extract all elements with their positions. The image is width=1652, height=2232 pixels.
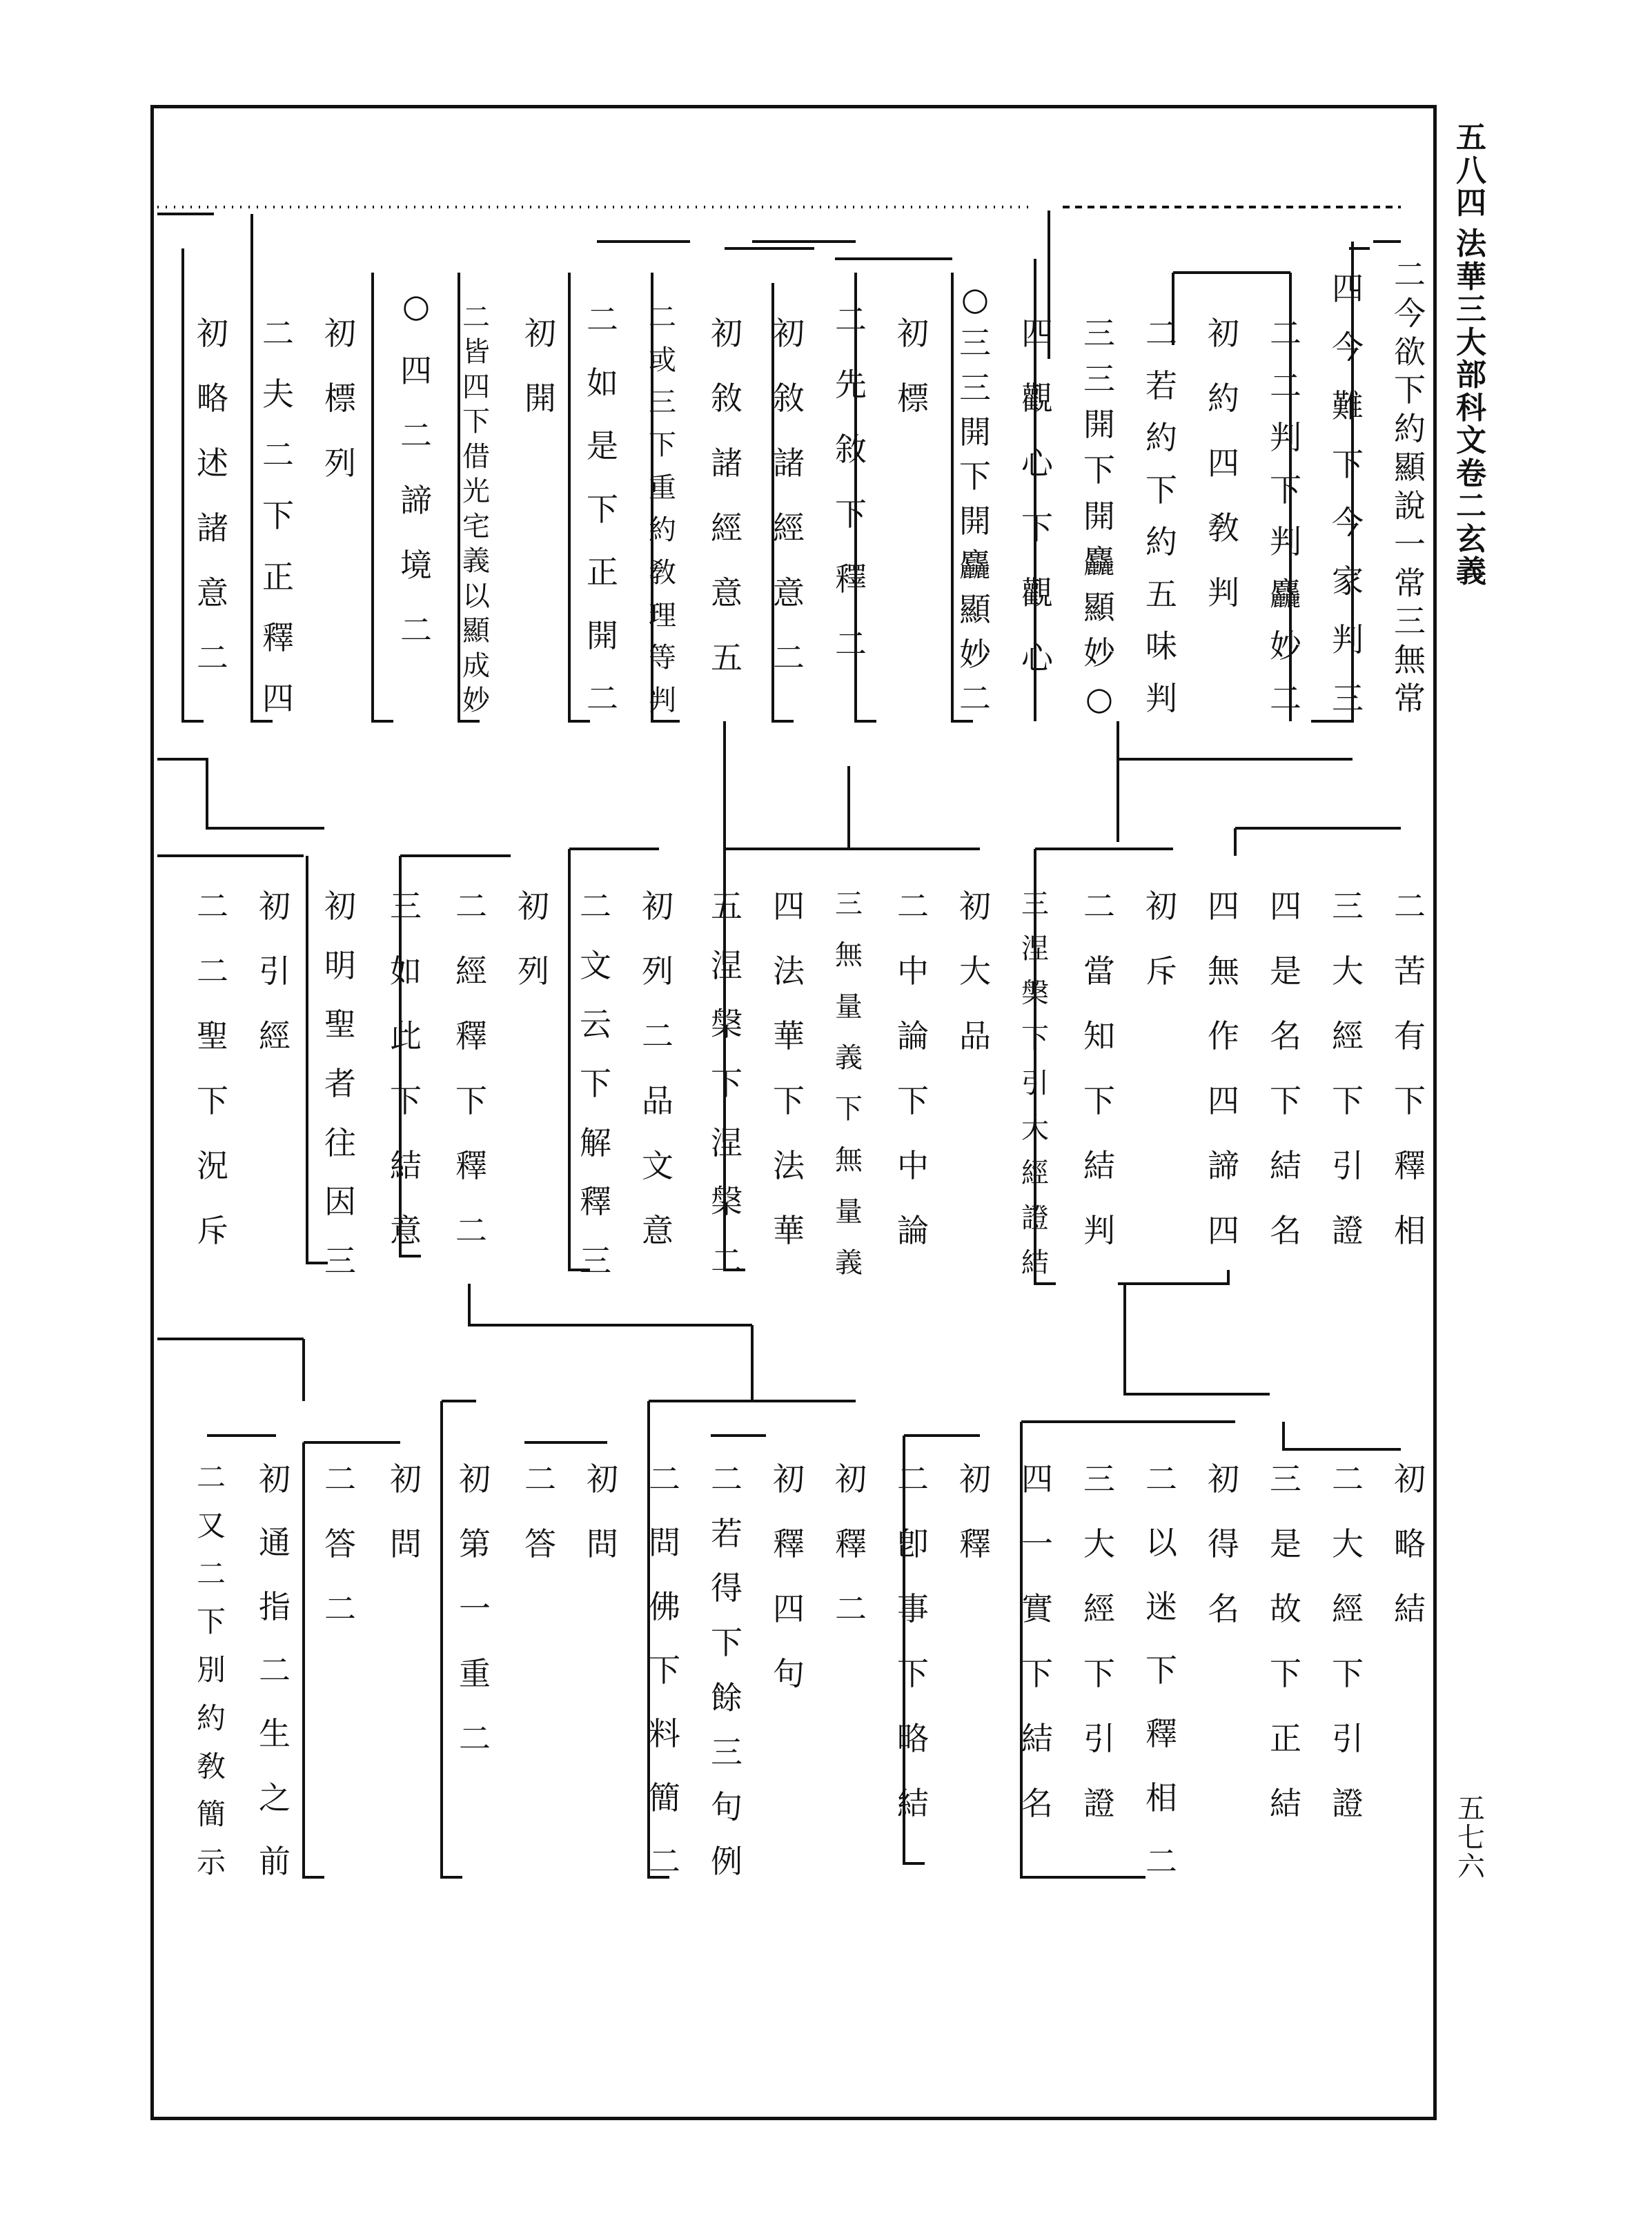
entry-text: 二 二 判 下 判 麤 妙 二	[1270, 315, 1301, 717]
outline-entry	[197, 317, 228, 674]
outline-entry	[1332, 270, 1364, 717]
outline-entry	[324, 888, 356, 1280]
entry-text: 初 得 名	[1208, 1460, 1239, 1627]
entry-text: 初 斥	[1145, 888, 1177, 990]
outline-entry	[324, 315, 356, 482]
outline-entry	[1145, 315, 1177, 717]
entry-text: 初 開	[524, 315, 556, 417]
outline-entry	[1208, 888, 1239, 1249]
entry-text: 初 略 述 諸 意 二	[197, 315, 228, 676]
entry-text: 二 當 知 下 結 判	[1083, 888, 1115, 1249]
outline-entry	[1021, 1460, 1053, 1822]
entry-text: 二 夫 二 下 正 釋 四	[262, 315, 294, 717]
outline-entry	[711, 1460, 743, 1880]
outline-entry	[1270, 1460, 1301, 1822]
outline-entry	[390, 888, 422, 1249]
entry-text: 五 涅 槃 下 涅 槃 二	[711, 888, 743, 1280]
entry-text: 二 若 得 下 餘 三 句 例	[711, 1460, 743, 1880]
entry-text: ○ 三 三 開 下 開 麤 顯 妙 二	[959, 280, 991, 717]
outline-entry	[1332, 888, 1364, 1249]
entry-text: 四 是 名 下 結 名	[1270, 888, 1301, 1249]
entry-text: 二 卽 事 下 略 結	[897, 1460, 929, 1822]
entry-text: 四 觀 心 下 觀 心	[1021, 315, 1053, 676]
entry-text: 二 如 是 下 正 開 二	[587, 301, 618, 717]
outline-entry	[462, 304, 490, 714]
outline-entry	[459, 1460, 491, 1757]
outline-entry	[773, 888, 805, 1249]
outline-entry	[711, 317, 743, 674]
entry-text: 二 先 敘 下 釋 二	[835, 301, 867, 663]
outline-entry	[835, 890, 863, 1277]
outline-entry	[1208, 317, 1239, 609]
outline-entry	[897, 888, 929, 1249]
outline-entry	[959, 280, 991, 717]
entry-text: 初 略 結	[1394, 1460, 1426, 1627]
page-number-bottom-text: 五 七 六	[1457, 1793, 1485, 1883]
entry-text: 初 敘 諸 經 意 五	[711, 315, 743, 676]
book-title-text: 法 華 三 大 部 科 文 卷 二 玄 義	[1456, 226, 1486, 590]
outline-entry	[897, 315, 929, 417]
outline-entry	[1083, 1460, 1115, 1822]
book-title	[1456, 228, 1486, 589]
outline-entry	[1208, 1460, 1239, 1627]
entry-text: 二 或 三 下 重 約 敎 理 等 判	[649, 302, 676, 716]
entry-text: 四 一 實 下 結 名	[1021, 1460, 1053, 1822]
outline-entry	[518, 888, 549, 990]
page-number-top-text: 五 八 四	[1456, 120, 1486, 222]
entry-text: 初 標 列	[324, 315, 356, 482]
outline-entry	[1145, 888, 1177, 990]
entry-text: 三 大 經 下 引 證	[1332, 888, 1364, 1249]
entry-text: 三 是 故 下 正 結	[1270, 1460, 1301, 1822]
entry-text: 初 大 品	[959, 888, 991, 1055]
page-number-top	[1456, 121, 1486, 220]
page-number-bottom	[1457, 1794, 1485, 1881]
outline-entry	[587, 1460, 618, 1563]
outline-entry	[262, 315, 294, 717]
outline-entry	[773, 1460, 805, 1692]
entry-text: 三 三 開 下 開 麤 顯 妙 ○	[1083, 315, 1115, 717]
entry-text: 二 若 約 下 約 五 味 判	[1145, 315, 1177, 717]
entry-text: 三 無 量 義 下 無 量 義	[835, 888, 863, 1279]
outline-entry	[259, 1460, 291, 1880]
entry-text: 初 問	[390, 1460, 422, 1563]
entry-text: 二 今 欲 下 約 顯 說 一 常 三 無 常	[1394, 256, 1426, 717]
entry-text: 初 約 四 敎 判	[1208, 315, 1239, 611]
entry-text: 二 答	[524, 1460, 556, 1563]
outline-entry	[259, 888, 291, 1055]
outline-entry	[390, 1460, 422, 1563]
entry-text: ○ 四 二 諦 境 二	[400, 287, 432, 649]
outline-entry	[197, 888, 228, 1249]
entry-text: 初 釋 四 句	[773, 1460, 805, 1692]
outline-entry	[711, 888, 743, 1280]
entry-text: 初 標	[897, 315, 929, 417]
entry-text: 四 法 華 下 法 華	[773, 888, 805, 1249]
entry-text: 初 釋	[959, 1460, 991, 1563]
entry-text: 二 以 迷 下 釋 相 二	[1145, 1460, 1177, 1880]
entry-text: 初 列	[518, 888, 549, 990]
outline-entry	[400, 287, 432, 649]
entry-text: 二 中 論 下 中 論	[897, 888, 929, 1249]
entry-text: 三 涅 槃 下 引 大 經 證 結	[1021, 888, 1049, 1279]
entry-text: 四 今 難 下 今 家 判 三	[1332, 270, 1364, 717]
entry-text: 初 明 聖 者 往 因 三	[324, 888, 356, 1280]
entry-text: 初 問	[587, 1460, 618, 1563]
entry-text: 四 無 作 四 諦 四	[1208, 888, 1239, 1249]
outline-entry	[959, 888, 991, 1055]
outline-entry	[524, 315, 556, 417]
outline-entry	[197, 1460, 226, 1879]
outline-entry	[835, 301, 867, 663]
outline-entry	[1145, 1460, 1177, 1880]
entry-text: 三 大 經 下 引 證	[1083, 1460, 1115, 1822]
outline-entry	[1394, 1460, 1426, 1627]
entry-text: 初 釋 二	[835, 1460, 867, 1627]
entry-text: 二 又 二 下 別 約 敎 簡 示	[197, 1460, 226, 1879]
outline-entry	[1332, 1460, 1364, 1822]
entry-text: 初 通 指 二 生 之 前	[259, 1460, 291, 1880]
entry-text: 二 皆 四 下 借 光 宅 義 以 顯 成 妙	[462, 302, 490, 716]
outline-entry	[524, 1460, 556, 1563]
outline-entry	[1083, 888, 1115, 1249]
outline-entry	[1270, 888, 1301, 1249]
outline-entry	[587, 301, 618, 717]
outline-entry	[324, 1460, 356, 1627]
outline-entry	[649, 304, 676, 714]
outline-entry	[835, 1460, 867, 1627]
outline-entry	[455, 888, 487, 1249]
entry-text: 二 二 聖 下 況 斥	[197, 888, 228, 1249]
entry-text: 初 第 一 重 二	[459, 1460, 491, 1757]
outline-entry	[1083, 315, 1115, 717]
outline-entry	[897, 1460, 929, 1822]
entry-text: 初 引 經	[259, 888, 291, 1055]
entry-text: 二 答 二	[324, 1460, 356, 1627]
entry-text: 三 如 此 下 結 意	[390, 888, 422, 1249]
outline-entry	[1021, 317, 1053, 674]
outline-entry	[1394, 256, 1426, 717]
outline-entry	[1021, 890, 1049, 1277]
entry-text: 二 經 釋 下 釋 二	[455, 888, 487, 1249]
entry-text: 初 列 二 品 文 意	[642, 888, 673, 1249]
entry-text: 二 文 云 下 解 釋 三	[580, 888, 611, 1280]
outline-entry	[1394, 888, 1426, 1249]
entry-text: 二 大 經 下 引 證	[1332, 1460, 1364, 1822]
outline-entry	[580, 888, 611, 1280]
entry-text: 二 問 佛 下 料 簡 二	[649, 1460, 680, 1880]
outline-entry	[1270, 315, 1301, 717]
outline-entry	[959, 1460, 991, 1563]
entry-text: 初 敘 諸 經 意 二	[773, 315, 805, 676]
outline-entry	[642, 888, 673, 1249]
outline-entry	[649, 1460, 680, 1880]
entry-text: 二 苦 有 下 釋 相	[1394, 888, 1426, 1249]
outline-entry	[773, 317, 805, 674]
